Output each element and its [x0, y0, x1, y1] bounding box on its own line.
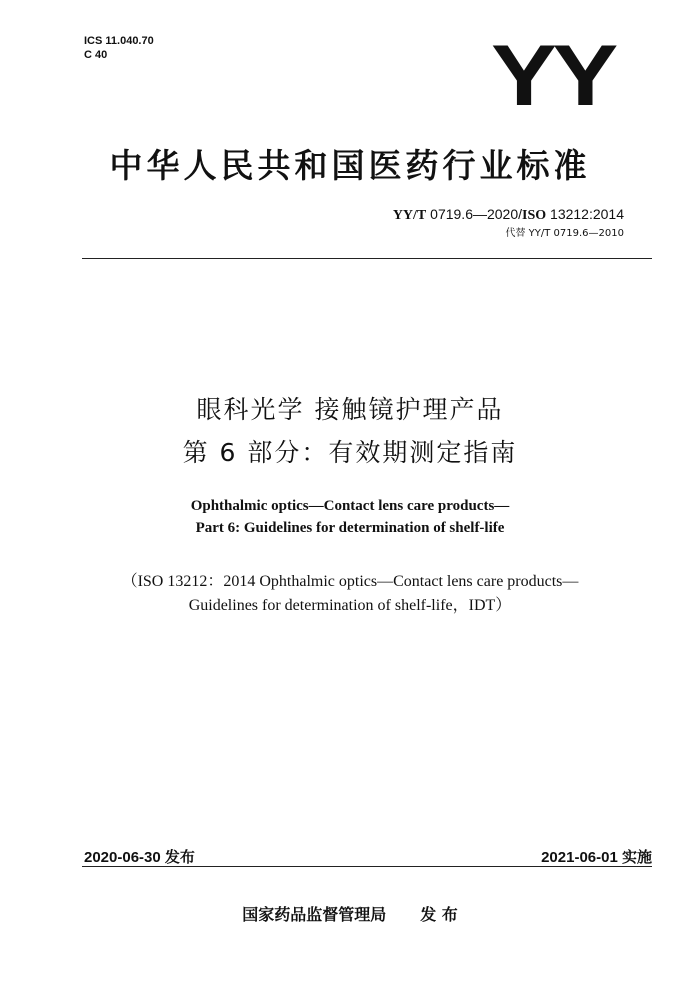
standard-prefix: YY/T — [392, 208, 427, 223]
implement-date: 2021-06-01 实施 — [541, 849, 652, 866]
standard-category-title: 中华人民共和国医药行业标准 — [109, 146, 591, 185]
ccs-code: C 40 — [84, 49, 108, 61]
replaces-note: 代替 YY/T 0719.6—2010 — [505, 228, 624, 239]
top-divider — [82, 258, 652, 259]
iso-number: 13212:2014 — [550, 206, 624, 222]
bottom-divider — [82, 866, 652, 867]
standard-number — [393, 206, 624, 224]
title-en-line1: Ophthalmic optics—Contact lens care products— — [190, 498, 510, 514]
title-cn-line2: 第 6 部分：有效期测定指南 — [182, 438, 518, 467]
title-en-line2: Part 6: Guidelines for determination of shelf-life — [195, 520, 505, 536]
publisher — [0, 902, 700, 925]
iso-ref-line2: Guidelines for determination of shelf-life，IDT） — [188, 597, 512, 614]
iso-prefix: ISO — [522, 208, 547, 223]
publisher-name: 国家药品监督管理局 — [242, 905, 387, 924]
title-cn-line1: 眼科光学 接触镜护理产品 — [196, 395, 504, 424]
standard-number-value: 0719.6—2020/ — [430, 206, 523, 222]
ics-code: ICS 11.040.70 — [84, 35, 154, 47]
iso-ref-line1: （ISO 13212：2014 Ophthalmic optics—Contact lens care products— — [121, 573, 579, 590]
publisher-action: 发 布 — [420, 905, 458, 924]
yy-logo: YY — [491, 28, 614, 124]
issue-date: 2020-06-30 发布 — [84, 849, 195, 866]
ics-code-block — [84, 34, 154, 62]
